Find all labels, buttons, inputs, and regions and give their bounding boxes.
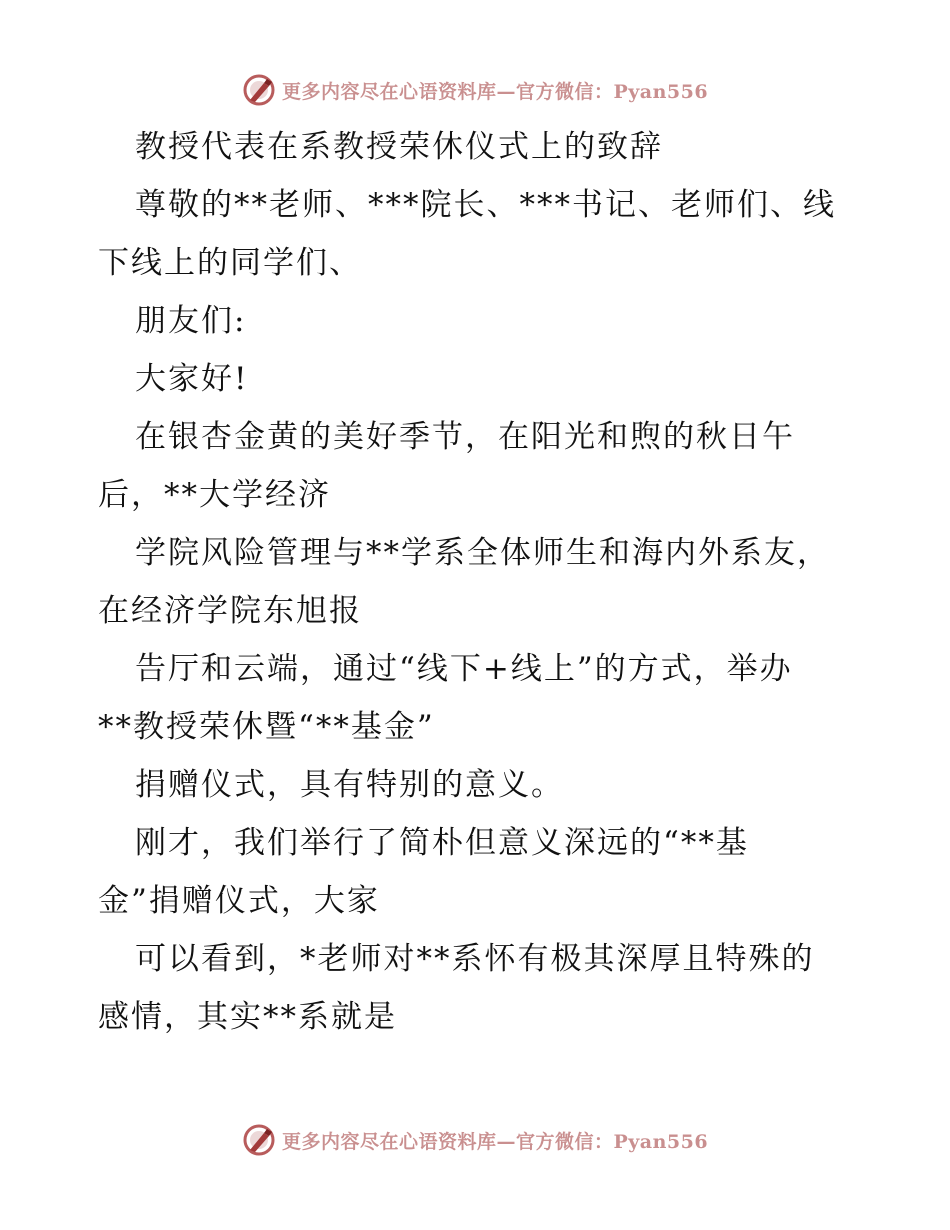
- text-line: **教授荣休暨“**基金”: [98, 709, 435, 745]
- text-line: 可以看到，*老师对**系怀有极其深厚且特殊的: [135, 941, 815, 977]
- text-line: 后，**大学经济: [98, 477, 331, 513]
- document-title: 教授代表在系教授荣休仪式上的致辞: [135, 129, 663, 165]
- text-line: 大家好!: [135, 361, 249, 397]
- footer-watermark: [0, 1120, 950, 1160]
- text-line: 告厅和云端，通过“线下+线上”的方式，举办: [135, 651, 793, 687]
- text-line: 捐赠仪式，具有特别的意义。: [135, 767, 564, 803]
- watermark-text: 更多内容尽在心语资料库—官方微信：Pyan556: [281, 80, 709, 103]
- pen-nib-seal-icon: [242, 1123, 276, 1157]
- header-watermark: [0, 70, 950, 110]
- pen-nib-seal-icon: [242, 73, 276, 107]
- watermark-text: 更多内容尽在心语资料库—官方微信：Pyan556: [281, 1130, 709, 1153]
- text-line: 在银杏金黄的美好季节，在阳光和煦的秋日午: [135, 419, 795, 455]
- text-line: 尊敬的**老师、***院长、***书记、老师们、线: [135, 187, 836, 223]
- document-body: [98, 118, 858, 1046]
- text-line: 在经济学院东旭报: [98, 593, 362, 629]
- text-line: 学院风险管理与**学系全体师生和海内外系友，: [135, 535, 830, 571]
- text-line: 刚才，我们举行了简朴但意义深远的“**基: [135, 825, 749, 861]
- text-line: 朋友们:: [135, 303, 247, 339]
- text-line: 下线上的同学们、: [98, 245, 362, 281]
- text-line: 金”捐赠仪式，大家: [98, 883, 380, 919]
- text-line: 感情，其实**系就是: [98, 999, 397, 1035]
